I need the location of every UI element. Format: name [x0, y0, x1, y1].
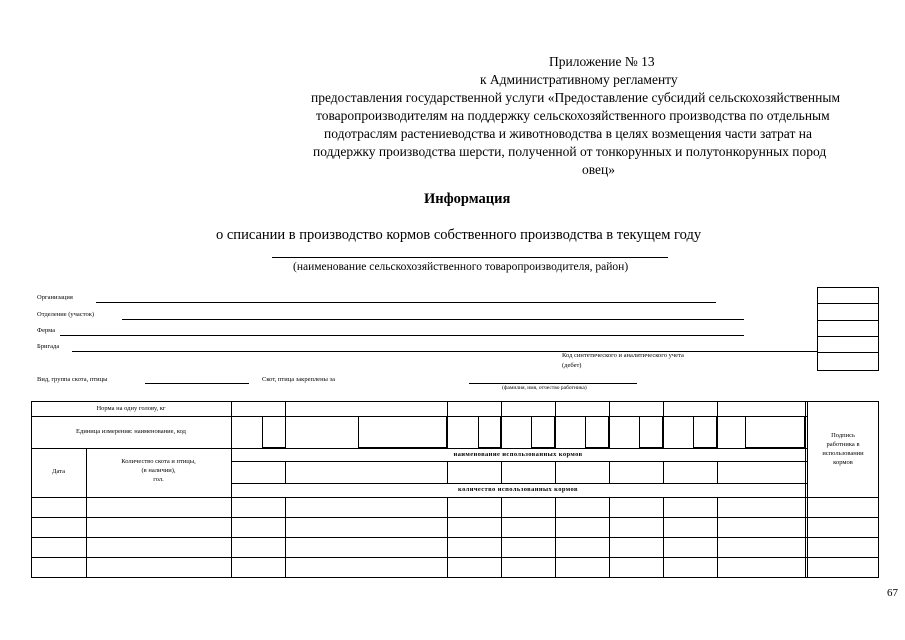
- organization-label: Организация: [37, 294, 73, 301]
- feed-qty-label: количество использованных кормов: [458, 486, 578, 493]
- table-col-line: [609, 461, 610, 483]
- appendix-line-4: товаропроизводителям на поддержку сельскохозяйственного производства по отдельным: [316, 108, 830, 123]
- table-col-line: [555, 461, 556, 483]
- appendix-line-2: к Административному регламенту: [480, 72, 678, 87]
- table-col-line: [805, 401, 806, 578]
- unit-code-box: [745, 416, 805, 448]
- qty-label-3: гол.: [153, 476, 164, 483]
- table-line: [31, 497, 879, 498]
- norm-label: Норма на одну голову, кг: [96, 405, 166, 412]
- unit-code-box: [531, 416, 555, 448]
- page-subtitle: о списании в производство кормов собственного производства в текущем году: [216, 227, 702, 243]
- brigade-label: Бригада: [37, 343, 60, 350]
- signature-label-4: кормов: [833, 459, 853, 466]
- table-col-line: [663, 401, 664, 448]
- signature-label-3: использовании: [822, 450, 864, 457]
- table-col-line: [717, 461, 718, 483]
- livestock-type-line[interactable]: [145, 383, 249, 384]
- table-col-line: [609, 401, 610, 448]
- table-col-line: [501, 461, 502, 483]
- table-col-line: [447, 401, 448, 448]
- appendix-line-5: подотраслям растениеводства и животноводства в целях возмещения части затрат на: [324, 126, 812, 141]
- table-col-line: [285, 461, 286, 483]
- brigade-line[interactable]: [72, 351, 817, 352]
- date-label: Дата: [52, 468, 65, 475]
- table-line: [31, 448, 807, 449]
- name-caption: (фамилия, имя, отчество работника): [502, 385, 587, 391]
- table-line: [31, 557, 879, 558]
- table-col-line: [285, 497, 286, 578]
- organization-line[interactable]: [96, 302, 716, 303]
- account-code-label: Код синтетического и аналитического учета: [562, 352, 684, 359]
- signature-label-2: работника в: [826, 441, 860, 448]
- signature-label-1: Подпись: [831, 432, 855, 439]
- department-label: Отделение (участок): [37, 311, 95, 318]
- producer-caption: (наименование сельскохозяйственного товаропроизводителя, район): [293, 261, 629, 273]
- department-line[interactable]: [122, 319, 744, 320]
- code-box: [817, 287, 879, 371]
- unit-label: Единица измерения: наименование, код: [76, 428, 186, 435]
- account-code-debit: (дебет): [562, 362, 582, 369]
- page-number: 67: [887, 587, 898, 599]
- assigned-label: Скот, птица закреплены за: [262, 376, 335, 383]
- unit-code-box: [585, 416, 609, 448]
- appendix-line-1: Приложение № 13: [549, 54, 655, 69]
- table-col-line: [555, 401, 556, 448]
- table-col-line: [447, 497, 448, 578]
- unit-code-box: [693, 416, 717, 448]
- table-col-line: [501, 497, 502, 578]
- producer-line: [272, 257, 668, 258]
- qty-label-1: Количество скота и птицы,: [121, 458, 196, 465]
- qty-label-2: (в наличии),: [141, 467, 176, 474]
- table-col-line: [555, 497, 556, 578]
- code-box-divider: [817, 336, 879, 337]
- unit-code-box: [639, 416, 663, 448]
- code-box-divider: [817, 320, 879, 321]
- table-col-line: [717, 401, 718, 448]
- page-title: Информация: [424, 191, 511, 207]
- table-line: [31, 517, 879, 518]
- table-col-line: [717, 497, 718, 578]
- unit-code-box: [358, 416, 447, 448]
- appendix-line-6: поддержку производства шерсти, полученной от тонкорунных и полутонкорунных пород: [313, 144, 827, 159]
- feed-names-label: наименование использованных кормов: [453, 451, 583, 458]
- assigned-line[interactable]: [469, 383, 637, 384]
- table-line: [231, 483, 807, 484]
- table-col-line: [663, 497, 664, 578]
- livestock-type-label: Вид, группа скота, птицы: [37, 376, 108, 383]
- table-line: [231, 461, 807, 462]
- farm-label: Ферма: [37, 327, 56, 334]
- farm-line[interactable]: [60, 335, 744, 336]
- table-line: [31, 537, 879, 538]
- table-col-line: [807, 401, 808, 578]
- unit-code-box: [478, 416, 501, 448]
- appendix-line-3: предоставления государственной услуги «Предоставление субсидий сельскохозяйственным: [311, 90, 840, 105]
- unit-code-box: [262, 416, 286, 448]
- appendix-line-7: овец»: [582, 162, 616, 177]
- table-col-line: [501, 401, 502, 448]
- code-box-divider: [817, 352, 879, 353]
- code-box-divider: [817, 303, 879, 304]
- table-col-line: [609, 497, 610, 578]
- table-col-line: [663, 461, 664, 483]
- table-col-line: [447, 461, 448, 483]
